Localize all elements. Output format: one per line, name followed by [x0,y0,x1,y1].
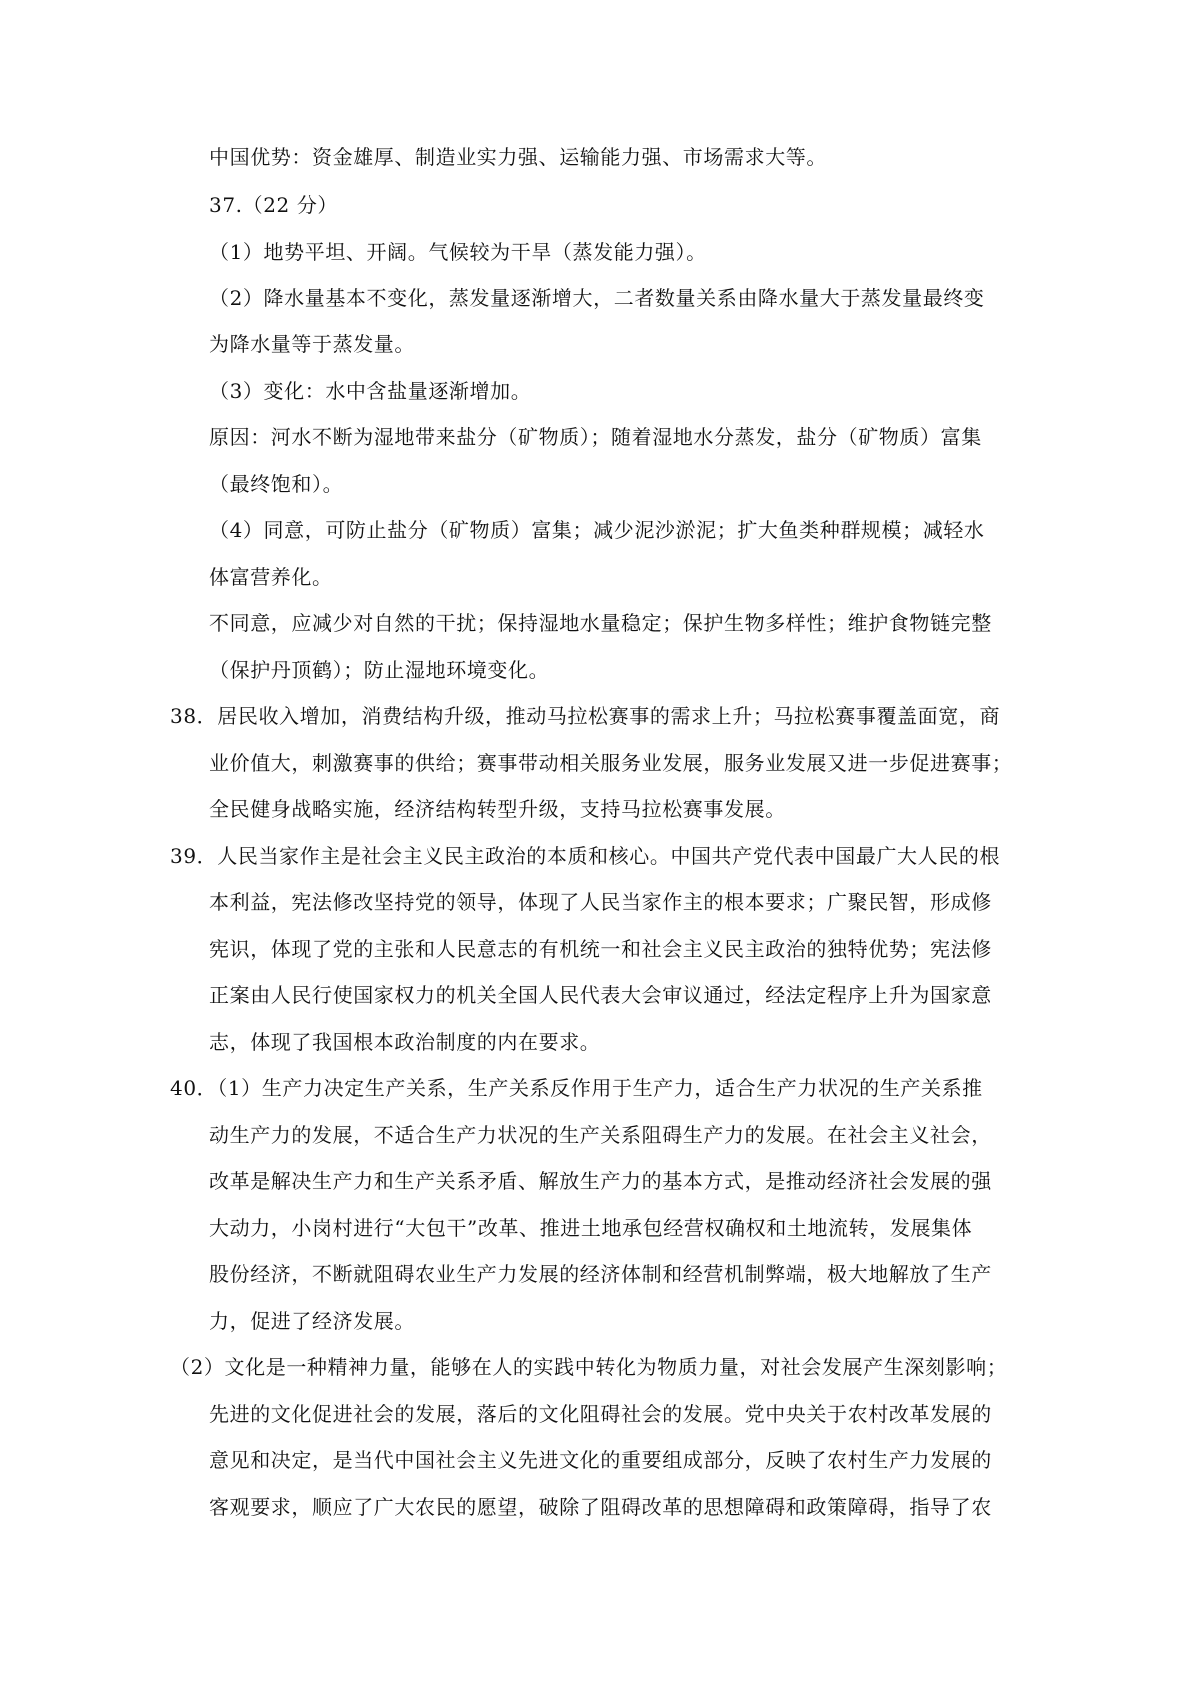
text-line: 原因：河水不断为湿地带来盐分（矿物质）；随着湿地水分蒸发，盐分（矿物质）富集 [209,425,982,449]
text-line: （4）同意，可防止盐分（矿物质）富集；减少泥沙淤泥；扩大鱼类种群规模；减轻水 [209,518,985,542]
text-line: 志，体现了我国根本政治制度的内在要求。 [209,1030,601,1054]
text-line: 业价值大，刺激赛事的供给；赛事带动相关服务业发展，服务业发展又进一步促进赛事； [209,751,1013,775]
text-line: 40．（1）生产力决定生产关系，生产关系反作用于生产力，适合生产力状况的生产关系推 [170,1076,983,1100]
text-line: 体富营养化。 [209,565,333,589]
text-line: （最终饱和）。 [209,472,344,496]
text-line: 全民健身战略实施，经济结构转型升级，支持马拉松赛事发展。 [209,797,786,821]
text-line: 大动力，小岗村进行“大包干”改革、推进土地承包经营权确权和土地流转，发展集体 [209,1216,973,1240]
text-line: 先进的文化促进社会的发展，落后的文化阻碍社会的发展。党中央关于农村改革发展的 [209,1402,992,1426]
text-line: 股份经济，不断就阻碍农业生产力发展的经济体制和经营机制弊端，极大地解放了生产 [209,1262,992,1286]
text-line: 力，促进了经济发展。 [209,1309,415,1333]
text-line: 客观要求，顺应了广大农民的愿望，破除了阻碍改革的思想障碍和政策障碍，指导了农 [209,1495,992,1519]
text-line: 不同意，应减少对自然的干扰；保持湿地水量稳定；保护生物多样性；维护食物链完整 [209,611,992,635]
text-line: 本利益，宪法修改坚持党的领导，体现了人民当家作主的根本要求；广聚民智，形成修 [209,890,992,914]
text-line: 宪识，体现了党的主张和人民意志的有机统一和社会主义民主政治的独特优势；宪法修 [209,937,992,961]
text-line: 中国优势：资金雄厚、制造业实力强、运输能力强、市场需求大等。 [209,145,827,169]
text-line: 为降水量等于蒸发量。 [209,332,415,356]
text-line: 意见和决定，是当代中国社会主义先进文化的重要组成部分，反映了农村生产力发展的 [209,1448,992,1472]
text-line: 38．居民收入增加，消费结构升级，推动马拉松赛事的需求上升；马拉松赛事覆盖面宽，商 [170,704,1001,728]
text-line: 改革是解决生产力和生产关系矛盾、解放生产力的基本方式，是推动经济社会发展的强 [209,1169,992,1193]
text-line: 37.（22 分） [209,193,339,217]
text-line: （1）地势平坦、开阔。气候较为干旱（蒸发能力强）。 [209,240,707,264]
text-line: 动生产力的发展，不适合生产力状况的生产关系阻碍生产力的发展。在社会主义社会， [209,1123,992,1147]
text-line: （2）文化是一种精神力量，能够在人的实践中转化为物质力量，对社会发展产生深刻影响； [170,1355,1008,1379]
text-line: （3）变化：水中含盐量逐渐增加。 [209,379,532,403]
text-line: 正案由人民行使国家权力的机关全国人民代表大会审议通过，经法定程序上升为国家意 [209,983,992,1007]
text-line: （保护丹顶鹤）；防止湿地环境变化。 [209,658,550,682]
text-line: （2）降水量基本不变化，蒸发量逐渐增大，二者数量关系由降水量大于蒸发量最终变 [209,286,985,310]
text-line: 39．人民当家作主是社会主义民主政治的本质和核心。中国共产党代表中国最广大人民的根 [170,844,1001,868]
